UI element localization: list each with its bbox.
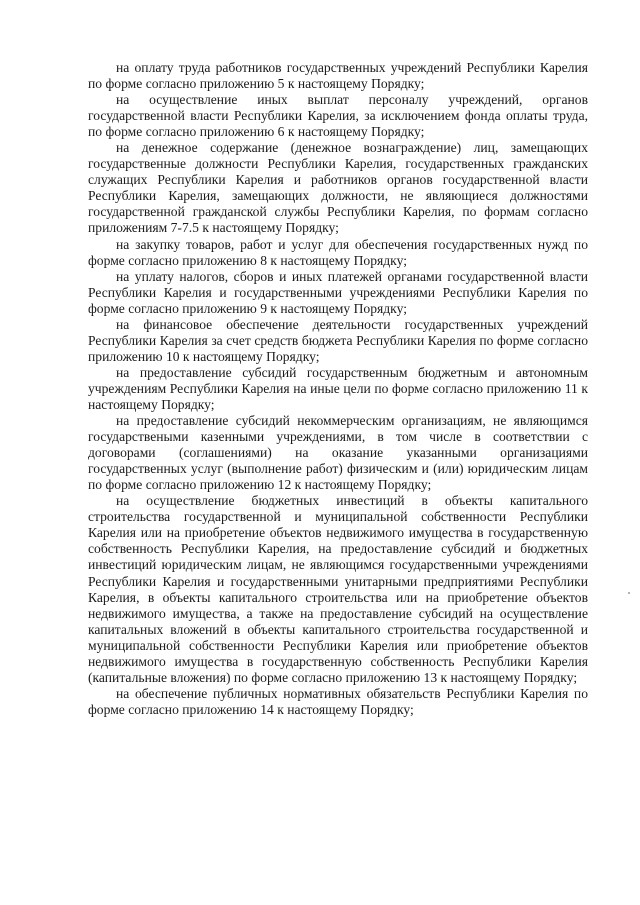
paragraph-8: на предоставление субсидий некоммерческим организациям, не являющимся государствеными казенными учреждениями, в том числе в соответствии с договорами (соглашениями) на оказание указанными организациями государственных услуг (выполнение работ) физическим и (или) юридическим лицам по форме согласно приложению 12 к настоящему Порядку;	[88, 413, 588, 493]
paragraph-5: на уплату налогов, сборов и иных платежей органами государственной власти Республики Карелия и государственными учреждениями Республики Карелия по форме согласно приложению 9 к настоящему Порядку;	[88, 268, 588, 316]
paragraph-3: на денежное содержание (денежное вознаграждение) лиц, замещающих государственные должности Республики Карелия, государственных гражданских служащих Республики Карелия и работников органов государственной власти Республики Карелия, замещающих должности, не являющиеся должностями государственной гражданской службы Республики Карелия, по формам согласно приложениям 7-7.5 к настоящему Порядку;	[88, 140, 588, 236]
paragraph-2: на осуществление иных выплат персоналу учреждений, органов государственной власти Республики Карелия, за исключением фонда оплаты труда, по форме согласно приложению 6 к настоящему Порядку;	[88, 92, 588, 140]
paragraph-6: на финансовое обеспечение деятельности государственных учреждений Республики Карелия за счет средств бюджета Республики Карелия по форме согласно приложению 10 к настоящему Порядку;	[88, 316, 588, 364]
paragraph-4: на закупку товаров, работ и услуг для обеспечения государственных нужд по форме согласно приложению 8 к настоящему Порядку;	[88, 236, 588, 268]
paragraph-1: на оплату труда работников государственных учреждений Республики Карелия по форме согласно приложению 5 к настоящему Порядку;	[88, 60, 588, 92]
paragraph-9: на осуществление бюджетных инвестиций в объекты капитального строительства государственной и муниципальной собственности Республики Карелия или на приобретение объектов недвижимого имущества в государственную собственность Республики Карелия, на предоставление субсидий и бюджетных инвестиций юридическим лицам, не являющимся государственными учреждениями Республики Карелия и государственными унитарными предприятиями Республики Карелия, в объекты капитального строительства или на приобретение объектов недвижимого имущества, а также на предоставление субсидий на осуществление капитальных вложений в объекты капитального строительства государственной и муниципальной собственности Республики Карелия или приобретение объектов недвижимого имущества в государственную собственность Республики Карелия (капитальные вложения) по форме согласно приложению 13 к настоящему Порядку;	[88, 493, 588, 685]
document-body	[88, 60, 588, 718]
paragraph-10: на обеспечение публичных нормативных обязательств Республики Карелия по форме согласно приложению 14 к настоящему Порядку;	[88, 685, 588, 717]
scan-speck	[628, 592, 630, 594]
paragraph-7: на предоставление субсидий государственным бюджетным и автономным учреждениям Республики Карелия на иные цели по форме согласно приложению 11 к настоящему Порядку;	[88, 364, 588, 412]
